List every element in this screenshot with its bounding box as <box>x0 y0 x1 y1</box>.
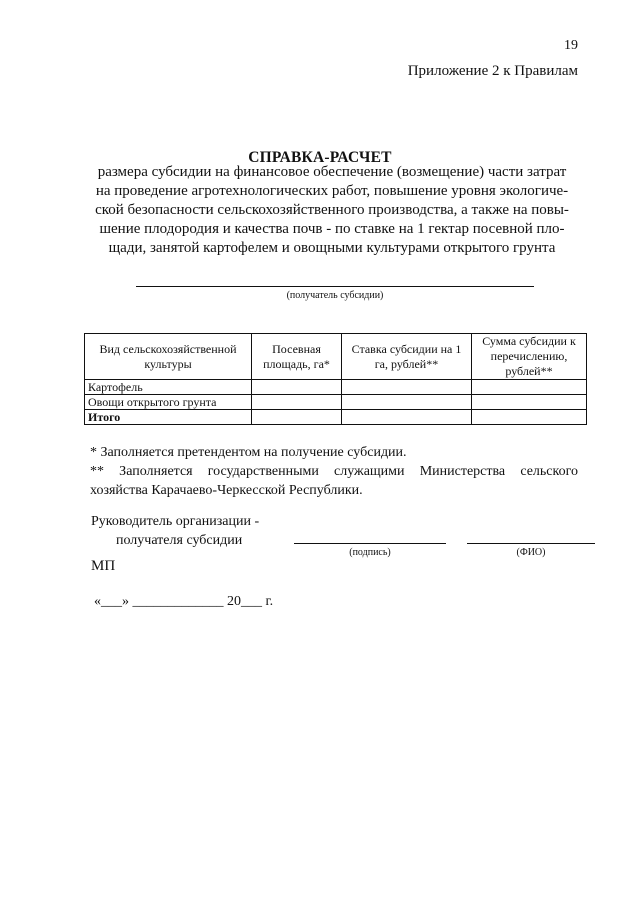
fio-fill-line[interactable] <box>467 543 595 544</box>
head-label-line1: Руководитель организации - <box>91 514 260 529</box>
header-crop-type: Вид сельскохозяйственной культуры <box>85 334 252 380</box>
table-row <box>85 380 587 395</box>
footnote-applicant: * Заполняется претендентом на получение субсидии. <box>90 445 407 460</box>
description-line: на проведение агротехнологических работ, повышение уровня экологиче- <box>95 183 569 199</box>
header-amount: Сумма субсидии к перечислению, рублей** <box>472 334 587 380</box>
cell-crop: Картофель <box>85 380 252 395</box>
cell-rate[interactable] <box>342 395 472 410</box>
cell-crop: Овощи открытого грунта <box>85 395 252 410</box>
cell-rate[interactable] <box>342 380 472 395</box>
page-number: 19 <box>564 38 578 53</box>
header-sown-area: Посевная площадь, га* <box>252 334 342 380</box>
date-line[interactable]: «___» _____________ 20___ г. <box>94 594 274 609</box>
footnote-ministry: ** Заполняется государственными служащими Министерства сельского хозяйства Карачаево-Черкесской Республики. <box>90 464 578 498</box>
fio-caption: (ФИО) <box>516 547 546 558</box>
description-line: шение плодородия и качества почв - по ставке на 1 гектар посевной пло- <box>99 221 565 237</box>
table-row-total <box>85 410 587 425</box>
header-rate: Ставка субсидии на 1 га, рублей** <box>342 334 472 380</box>
document-title: СПРАВКА-РАСЧЕТ <box>248 149 392 166</box>
document-description <box>82 163 582 258</box>
signature-caption: (подпись) <box>349 547 391 558</box>
cell-area[interactable] <box>252 410 342 425</box>
footnotes <box>90 443 578 500</box>
stamp-label: МП <box>91 558 116 574</box>
subsidy-table <box>84 333 587 425</box>
description-line: щади, занятой картофелем и овощными культурами открытого грунта <box>108 240 556 256</box>
cell-amount[interactable] <box>472 410 587 425</box>
head-label-line2: получателя субсидии <box>116 533 243 548</box>
cell-total-label: Итого <box>85 410 252 425</box>
cell-rate[interactable] <box>342 410 472 425</box>
cell-area[interactable] <box>252 395 342 410</box>
cell-area[interactable] <box>252 380 342 395</box>
description-line: ской безопасности сельскохозяйственного производства, а также на повы- <box>95 202 569 218</box>
signature-fill-line[interactable] <box>294 543 446 544</box>
recipient-caption: (получатель субсидии) <box>286 290 384 301</box>
description-line: размера субсидии на финансовое обеспечение (возмещение) части затрат <box>97 164 567 180</box>
cell-amount[interactable] <box>472 395 587 410</box>
appendix-label: Приложение 2 к Правилам <box>407 63 578 79</box>
cell-amount[interactable] <box>472 380 587 395</box>
head-of-organization-label <box>91 512 259 550</box>
recipient-fill-line[interactable] <box>136 286 534 287</box>
table-header-row <box>85 334 587 380</box>
table-row <box>85 395 587 410</box>
